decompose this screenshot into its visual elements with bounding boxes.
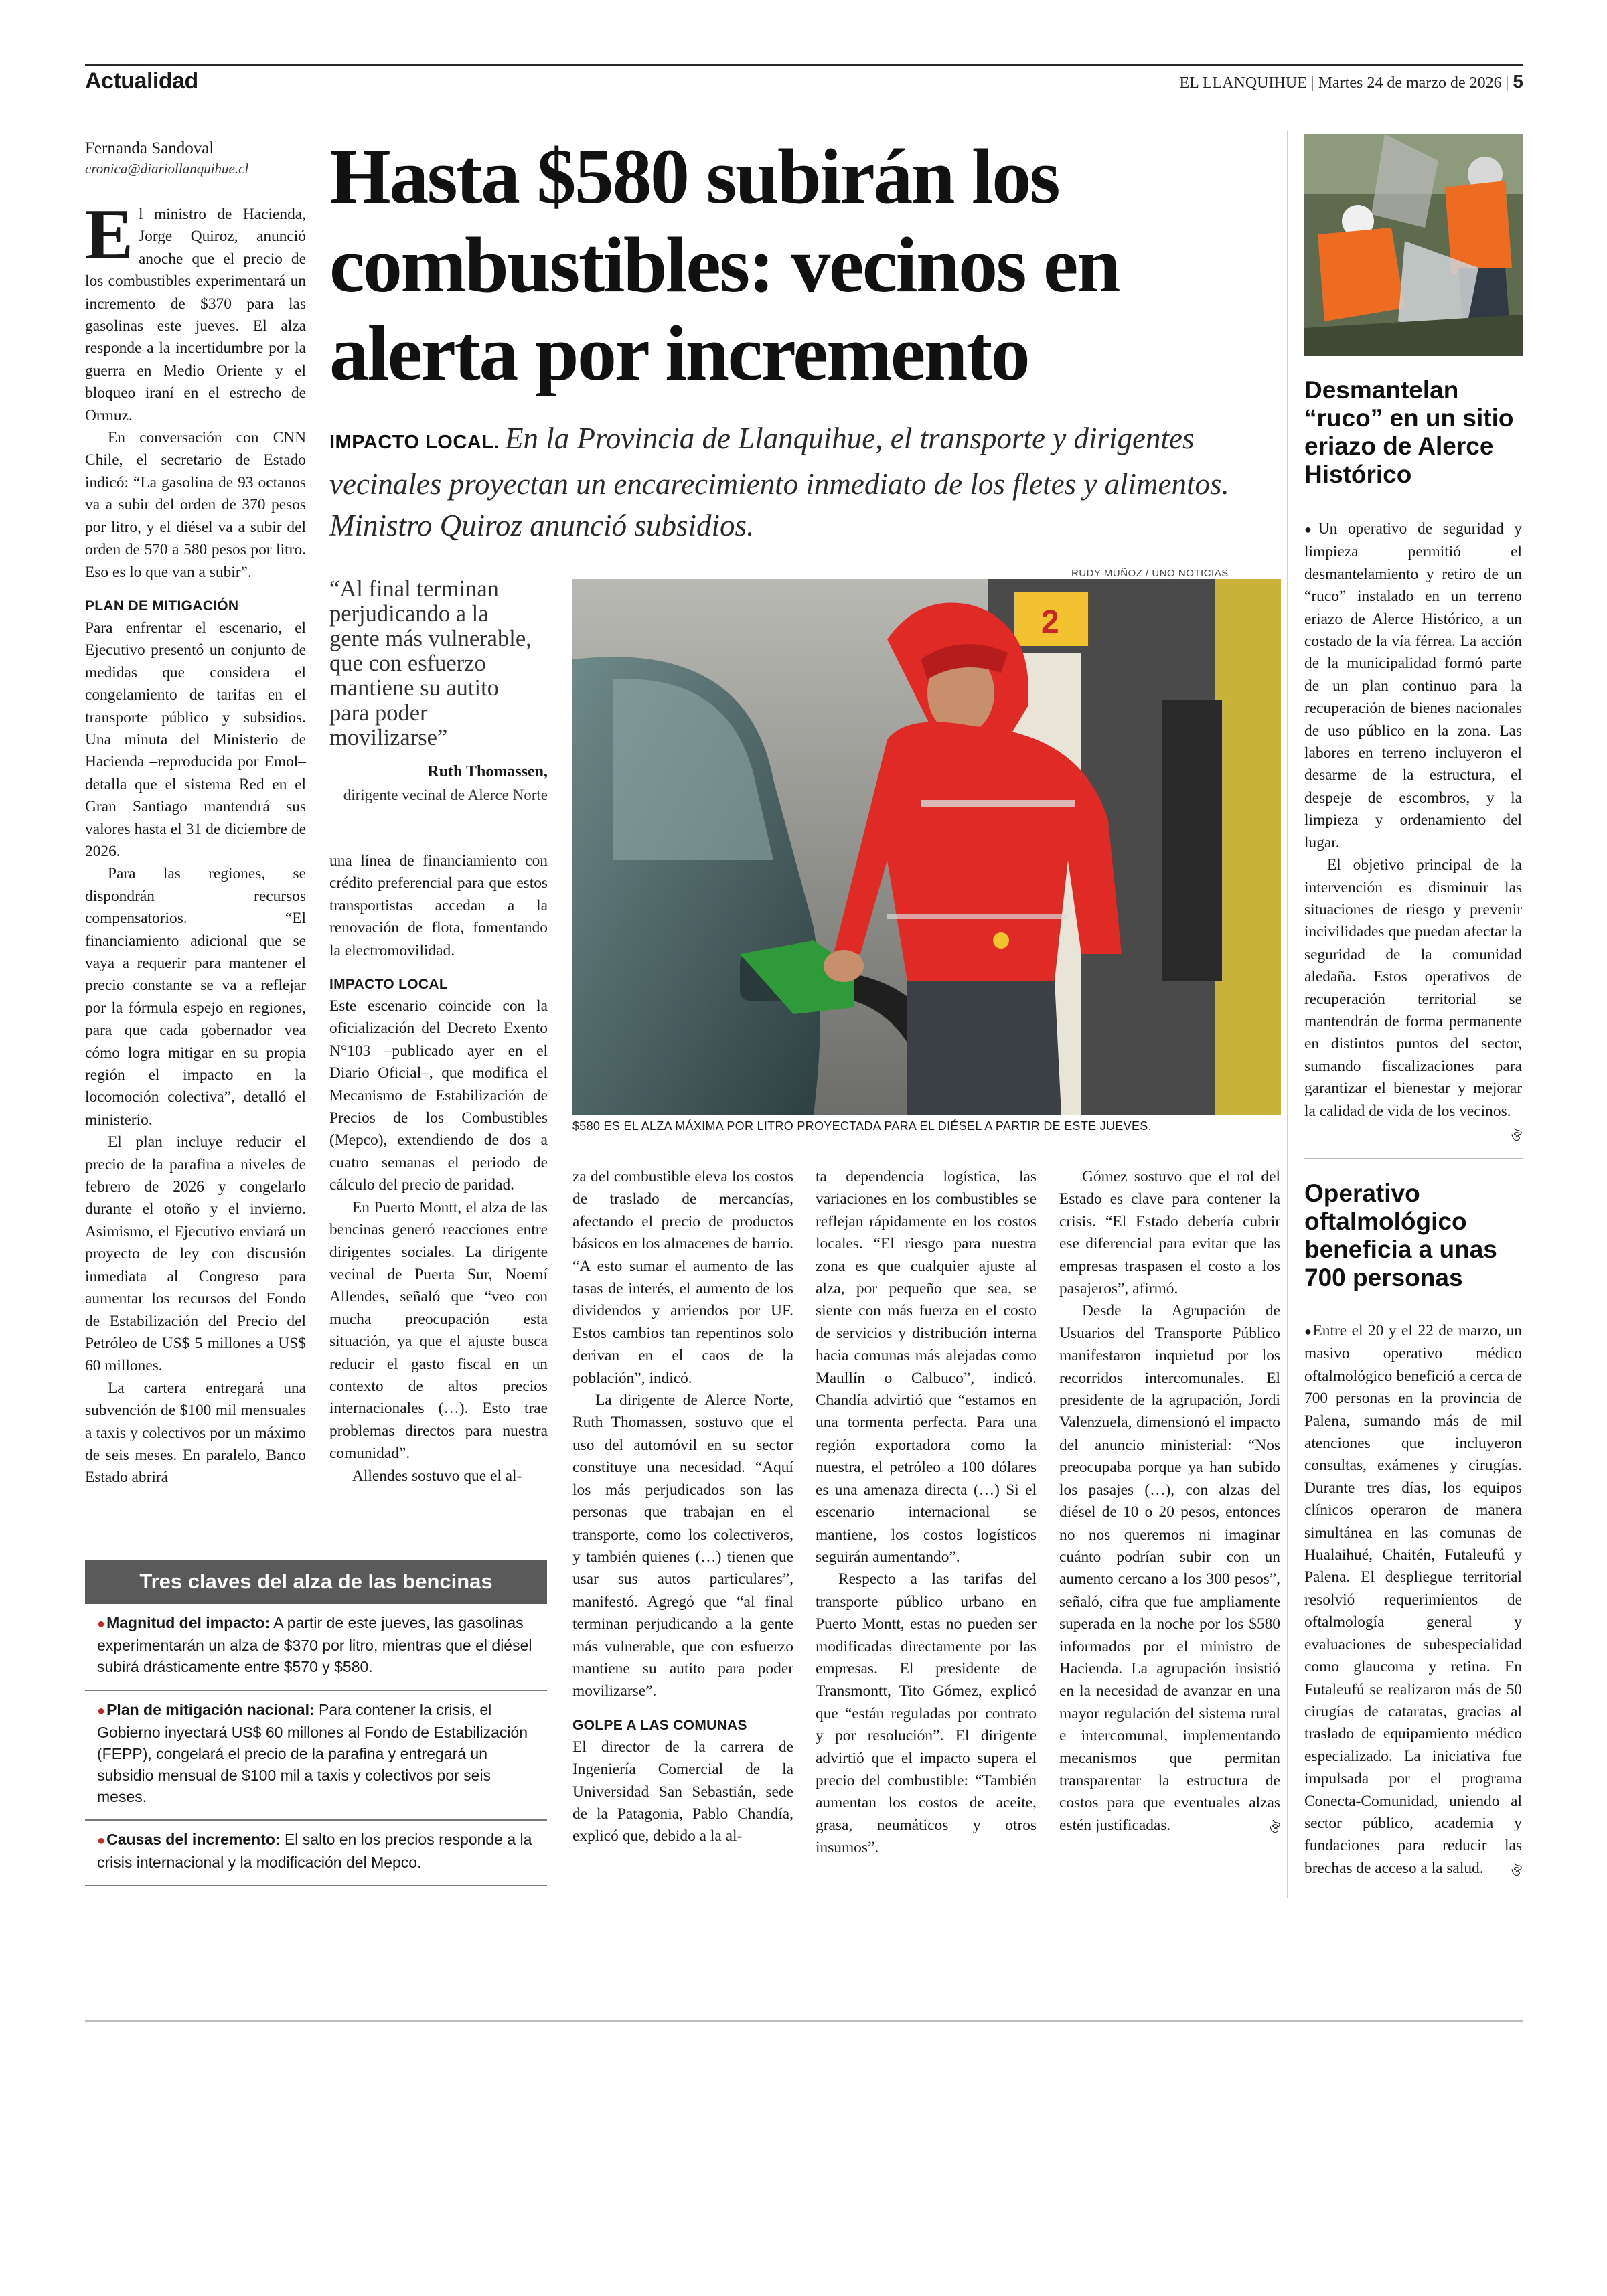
main-photo bbox=[572, 579, 1281, 1115]
article-column-1 bbox=[85, 195, 306, 1489]
bullet-icon: ● bbox=[97, 1704, 106, 1718]
paragraph: ●Entre el 20 y el 22 de marzo, un masivo operativo médico oftalmológico benefició a cerca de 700 personas en la provincia de Palena, sumando más de mil atenciones que incluyeron consultas, exámenes y cirugías. Durante tres días, los equipos clínicos operaron de manera simultánea en las comunas de Hualaihué, Chaitén, Futaleufú y Palena. El despliegue territorial resolvió requerimientos de oftalmología general y evaluaciones de subespecialidad como glaucoma y retina. En Futaleufú se realizaron más de 50 cirugías de cataratas, gracias al traslado de equipamiento médico especializado. La iniciativa fue impulsada por el programa Conecta-Comunidad, uniendo al sector público, academia y fundaciones para reducir las brechas de acceso a la salud. ঔ bbox=[1304, 1320, 1522, 1880]
paragraph: El director de la carrera de Ingeniería Comercial de la Universidad San Sebastián, sede de la Patagonia, Pablo Chandía, explicó que, debido a la al- bbox=[572, 1738, 793, 1846]
paragraph: Para las regiones, se dispondrán recursos compensatorios. “El financiamiento adicional que se vaya a requerir para mantener el precio constante se va a reflejar por la fórmula espejo en regiones, para que cada gobernador vea cómo logra mitigar en su propia región el impacto en la locomoción colectiva”, detalló el ministerio. bbox=[85, 865, 306, 1129]
paragraph: Respecto a las tarifas del transporte público urbano en Puerto Montt, estas no pueden ser modificadas directamente por las empresas. El presidente de Transmontt, Tito Gómez, explicó que “están reguladas por contrato y por resolución”. El dirigente advirtió que el impacto supera el precio del combustible: “También aumentan los costos de aceite, grasa, neumáticos y otros insumos”. bbox=[816, 1570, 1037, 1857]
key-points-box bbox=[85, 1560, 547, 1886]
pull-quote: “Al final terminan perjudicando a la gente más vulnerable, que con esfuerzo mantiene su autito para poder movilizarse” bbox=[329, 576, 532, 750]
subhead-golpe-comunas: GOLPE A LAS COMUNAS bbox=[572, 1717, 747, 1733]
byline-name: Fernanda Sandoval bbox=[85, 139, 214, 157]
sidebar-story-divider bbox=[1304, 1158, 1523, 1159]
key-points-title: Tres claves del alza de las bencinas bbox=[85, 1560, 547, 1604]
sidebar-story-2 bbox=[1304, 1320, 1522, 1882]
paragraph: Desde la Agrupación de Usuarios del Transporte Público manifestaron inquietud por los recorridos intercomunales. El presidente de la agrupación, Jordi Valenzuela, dimensionó el impacto del anuncio ministerial: “Nos preocupaba porque ya han subido los pasajes (…), con alzas del diésel de 10 o 20 pesos, entonces no nos queremos ni imaginar cuánto podrían subir con un aumento cercano a los 300 pesos”, señaló, cifra que fue ampliamente superada en la noche por los $580 informados por el ministro de Hacienda. La agrupación insistió en la necesidad de avanzar en una mayor regulación del sistema rural e intercomunal, implementando mecanismos que permitan transparentar la estructura de costos para que eventuales alzas estén justificadas. ঔ bbox=[1059, 1300, 1280, 1837]
article-column-4 bbox=[1059, 1166, 1280, 1839]
sidebar-divider bbox=[1287, 131, 1288, 1898]
headline: Hasta $580 subirán los combustibles: vecinos en alerta por incremento bbox=[329, 133, 1119, 397]
paragraph: La dirigente de Alerce Norte, Ruth Thomassen, sostuvo que el uso del automóvil en su sector constituye una necesidad. “Aquí los más perjudicados son las personas que trabajan en el transporte, como los colectiveros, y también quienes (…) tienen que usar sus autos particulares”, manifestó. Agregó que “al final terminan perjudicando a la gente más vulnerable, que con esfuerzo mantiene su autito para poder movilizarse”. bbox=[572, 1392, 793, 1700]
article-column-3 bbox=[816, 1166, 1037, 1860]
article-column-2-top bbox=[329, 850, 548, 1487]
paragraph: Gómez sostuvo que el rol del Estado es clave para contener la crisis. “El Estado debería cubrir ese diferencial para evitar que las empresas traspasen el costo a los pasajeros”, afirmó. bbox=[1059, 1168, 1280, 1298]
paragraph: El ministro de Hacienda, Jorge Quiroz, anunció anoche que el precio de los combustibles experimentará un incremento de $370 para las gasolinas este jueves. El alza responde a la incertidumbre por la guerra en Medio Oriente y el bloqueo iraní en el estrecho de Ormuz. bbox=[85, 195, 306, 424]
lede-text: En la Provincia de Llanquihue, el transporte y dirigentes vecinales proyectan un encarecimiento inmediato de los fletes y alimentos. Ministro Quiroz anunció subsidios. bbox=[329, 422, 1229, 542]
page-number: 5 bbox=[1513, 71, 1523, 92]
sidebar-story-1 bbox=[1304, 518, 1522, 1147]
paragraph: El plan incluye reducir el precio de la parafina a niveles de febrero de 2026 y congelarlo durante el otoño y el invierno. Asimismo, el Ejecutivo enviará un proyecto de ley con discusión inmediata al Congreso para aumentar los recursos del Fondo de Estabilización del Precio del Petróleo de US$ 5 millones a US$ 60 millones. bbox=[85, 1133, 306, 1375]
article-column-2-bottom bbox=[572, 1166, 793, 1848]
key-point: ●Plan de mitigación nacional: Para contener la crisis, el Gobierno inyectará US$ 60 millones al Fondo de Estabilización (FEPP), congelará el precio de la parafina y entregará un subsidio mensual de $100 mil a taxis y colectivos por seis meses. bbox=[85, 1691, 547, 1821]
photo-credit: RUDY MUÑOZ / UNO NOTICIAS bbox=[1071, 568, 1229, 579]
newspaper-name: EL LLANQUIHUE bbox=[1179, 74, 1307, 92]
issue-date: Martes 24 de marzo de 2026 bbox=[1318, 74, 1502, 92]
fuel-station-illustration bbox=[572, 579, 1281, 1115]
paragraph: La cartera entregará una subvención de $100 mil mensuales a taxis y colectivos por un máximo de seis meses. En paralelo, Banco Estado abrirá bbox=[85, 1379, 306, 1487]
lede bbox=[329, 418, 1287, 546]
key-point: ●Magnitud del impacto: A partir de este jueves, las gasolinas experimentarán un alza de $370 por litro, mientras que el diésel subirá drásticamente entre $570 y $580. bbox=[85, 1604, 547, 1691]
bullet-icon: ● bbox=[97, 1617, 106, 1631]
subhead-plan-mitigacion: PLAN DE MITIGACIÓN bbox=[85, 598, 239, 614]
paragraph: En Puerto Montt, el alza de las bencinas generó reacciones entre dirigentes sociales. La dirigente vecinal de Puerta Sur, Noemí Allendes, señaló que “veo con mucha preocupación esta situación, ya que el ajuste busca reducir el gasto fiscal en un contexto de altos precios internacionales (…). Esto trae problemas directos para nuestra comunidad”. bbox=[329, 1198, 548, 1463]
header-rule bbox=[85, 64, 1523, 66]
paragraph: za del combustible eleva los costos de traslado de mercancías, afectando el precio de productos básicos en los almacenes de barrio. “A esto sumar el aumento de las tasas de interés, el aumento de los dividendos y arriendos por UF. Estos cambios tan repentinos solo derivan en el caos de la población”, indicó. bbox=[572, 1168, 793, 1387]
masthead: EL LLANQUIHUE | Martes 24 de marzo de 2026 | 5 bbox=[1179, 71, 1523, 92]
paragraph: ●Un operativo de seguridad y limpieza permitió el desmantelamiento y retiro de un “ruco” instalado en un terreno eriazo de Alerce Histórico, a un costado de la vía férrea. La acción de la municipalidad formó parte de un plan continuo para la recuperación de bienes nacionales de uso público en la zona. Las labores en terreno incluyeron el desarme de la estructura, el despeje de escombros, y la limpieza y ordenamiento del lugar. bbox=[1304, 520, 1522, 851]
end-of-article-icon: ঔ bbox=[1511, 1127, 1522, 1144]
paragraph: Para enfrentar el escenario, el Ejecutivo presentó un conjunto de medidas que considera el congelamiento de tarifas en el transporte público y subsidios. Una minuta del Ministerio de Hacienda –reproducida por Emol– detalla que el sistema Red en el Gran Santiago mantendrá sus valores hasta el 31 de diciembre de 2026. bbox=[85, 619, 306, 860]
bullet-icon: ● bbox=[1304, 523, 1318, 536]
drop-cap: E bbox=[85, 195, 134, 274]
footer-rule bbox=[85, 2020, 1523, 2022]
end-of-article-icon: ঔ bbox=[1511, 1862, 1522, 1879]
sidebar-headline-2: Operativo oftalmológico beneficia a unas 700 personas bbox=[1304, 1179, 1497, 1291]
bullet-icon: ● bbox=[97, 1833, 106, 1848]
paragraph: Allendes sostuvo que el al- bbox=[352, 1467, 522, 1485]
workers-illustration bbox=[1304, 134, 1523, 356]
byline-email[interactable]: cronica@diariollanquihue.cl bbox=[85, 161, 249, 177]
section-label: Actualidad bbox=[85, 68, 198, 94]
paragraph: ta dependencia logística, las variaciones en los combustibles se reflejan rápidamente en los costos locales. “El riesgo para nuestra zona es que cualquier ajuste al alza, por pequeño que sea, se siente con más fuerza en el costo de servicios y distribución interna hacia comunas más alejadas como Maullín o Calbuco”, indicó. Chandía advirtió que “estamos en una tormenta perfecta. Para una región exportadora como la nuestra, el petróleo a 100 dólares es una amenaza directa (…) Si el escenario internacional se mantiene, los costos logísticos seguirán aumentando”. bbox=[816, 1168, 1037, 1566]
sidebar-photo bbox=[1304, 134, 1523, 356]
bullet-icon: ● bbox=[1304, 1325, 1313, 1338]
paragraph: Este escenario coincide con la oficialización del Decreto Exento N°103 –publicado ayer en el Diario Oficial–, que modifica el Mecanismo de Estabilización de Precios de los Combustibles (Mepco), extendiendo de dos a cuatro semanas el periodo de cálculo del precio de paridad. bbox=[329, 997, 548, 1194]
pull-quote-name: Ruth Thomassen, bbox=[427, 763, 548, 781]
paragraph: El objetivo principal de la intervención es disminuir las situaciones de riesgo y prevenir incivilidades que puedan afectar la seguridad de la comunidad aledaña. Estos operativos de recuperación territorial se mantendrán de forma permanente en distintos puntos del sector, sumando fiscalizaciones para garantizar el bienestar y mejorar la calidad de vida de los vecinos. ঔ bbox=[1304, 854, 1522, 1123]
pull-quote-role: dirigente vecinal de Alerce Norte bbox=[343, 787, 548, 803]
photo-caption: $580 ES EL ALZA MÁXIMA POR LITRO PROYECTADA PARA EL DIÉSEL A PARTIR DE ESTE JUEVES. bbox=[572, 1119, 1152, 1133]
paragraph: una línea de financiamiento con crédito preferencial para que estos transportistas accedan a la renovación de flota, fomentando la electromovilidad. bbox=[329, 852, 548, 959]
pump-number: 2 bbox=[1041, 604, 1059, 640]
key-point: ●Causas del incremento: El salto en los precios responde a la crisis internacional y la modificación del Mepco. bbox=[85, 1821, 547, 1886]
lede-label: IMPACTO LOCAL. bbox=[329, 432, 500, 453]
sidebar-headline-1: Desmantelan “ruco” en un sitio eriazo de Alerce Histórico bbox=[1304, 376, 1514, 488]
end-of-article-icon: ঔ bbox=[1269, 1819, 1280, 1836]
paragraph: En conversación con CNN Chile, el secretario de Estado indicó: “La gasolina de 93 octanos va a subir del orden de 370 pesos por litro, y el diésel va a subir del orden de 570 a 580 pesos por litro. Eso es lo que van a subir”. bbox=[85, 429, 306, 581]
subhead-impacto-local: IMPACTO LOCAL bbox=[329, 977, 448, 993]
